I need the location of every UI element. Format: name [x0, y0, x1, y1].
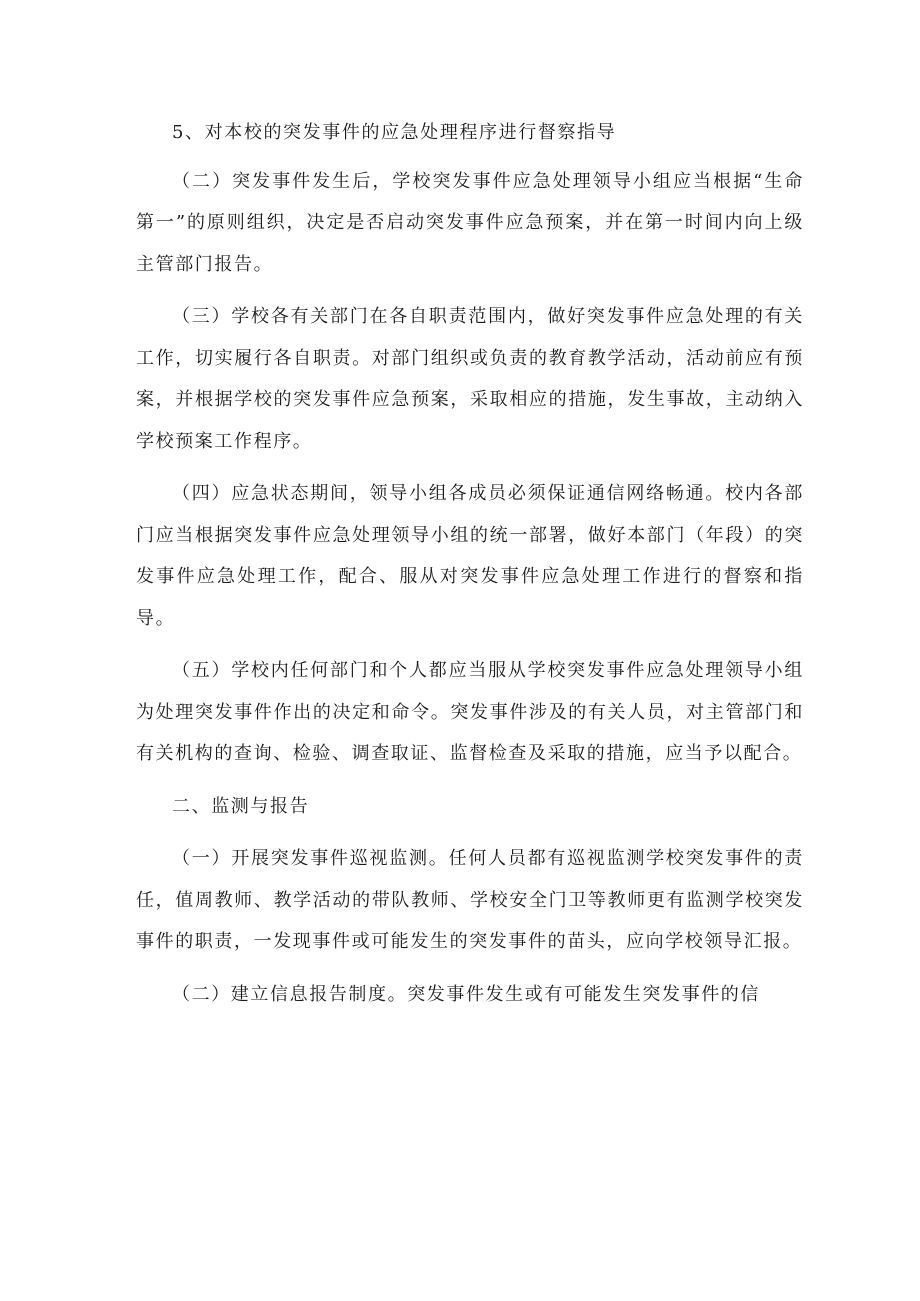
paragraph-monitoring-2-reporting-system: （二）建立信息报告制度。突发事件发生或有可能发生突发事件的信 [172, 983, 760, 1005]
paragraph-section-2-after-incident: （二）突发事件发生后，学校突发事件应急处理领导小组应当根据“生命第一”的原则组织，决定是否启动突发事件应急预案，并在第一时间内向上级主管部门报告。 [136, 170, 804, 275]
paragraph-item-5-supervision: 5、对本校的突发事件的应急处理程序进行督察指导 [172, 122, 617, 143]
paragraph-section-3-departments: （三）学校各有关部门在各自职责范围内，做好突发事件应急处理的有关工作，切实履行各自职责。对部门组织或负责的教育教学活动，活动前应有预案，并根据学校的突发事件应急预案，采取相应的措施，发生事故，主动纳入学校预案工作程序。 [136, 306, 804, 452]
heading-monitoring-and-reporting: 二、监测与报告 [172, 795, 310, 817]
paragraph-section-5-obey-orders: （五）学校内任何部门和个人都应当服从学校突发事件应急处理领导小组为处理突发事件作出的决定和命令。突发事件涉及的有关人员，对主管部门和有关机构的查询、检验、调查取证、监督检查及采取的措施，应当予以配合。 [136, 660, 804, 764]
document-body [136, 112, 804, 1026]
paragraph-section-4-emergency-state: （四）应急状态期间，领导小组各成员必须保证通信网络畅通。校内各部门应当根据突发事件应急处理领导小组的统一部署，做好本部门（年段）的突发事件应急处理工作，配合、服从对突发事件应急处理工作进行的督察和指导。 [136, 483, 804, 629]
paragraph-monitoring-1-patrol: （一）开展突发事件巡视监测。任何人员都有巡视监测学校突发事件的责任，值周教师、教学活动的带队教师、学校安全门卫等教师更有监测学校突发事件的职责，一发现事件或可能发生的突发事件的苗头，应向学校领导汇报。 [136, 848, 804, 952]
